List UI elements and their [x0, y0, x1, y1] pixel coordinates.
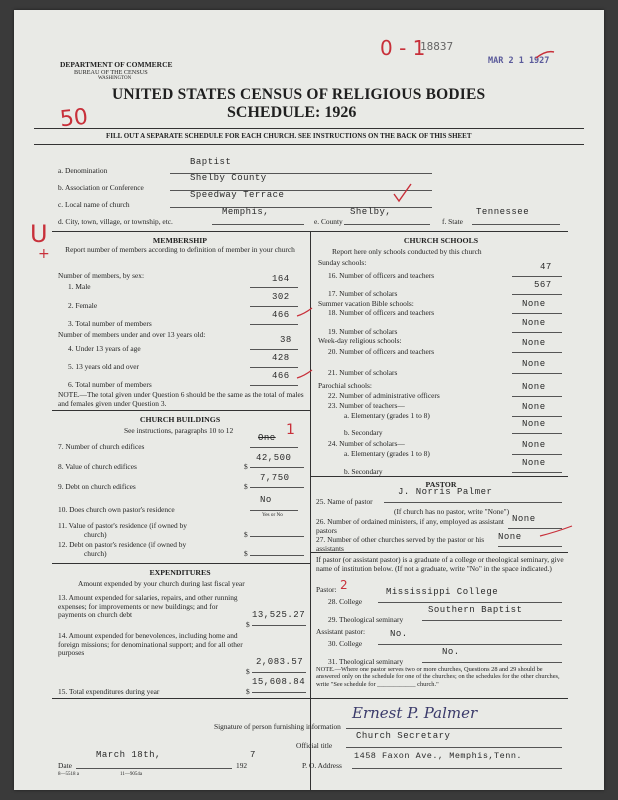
city-value: Memphis,: [222, 207, 270, 217]
by-sex-label: Number of members, by sex:: [58, 271, 144, 280]
q27-label: 27. Number of other churches served by the pastor or his assistants: [316, 535, 485, 553]
q10-hint: Yes or No: [262, 512, 283, 518]
q23b-label: b. Secondary: [344, 428, 383, 437]
q23b-value: None: [522, 419, 546, 429]
q17-label: 17. Number of scholars: [328, 289, 398, 298]
q15-label: 15. Total expenditures during year: [58, 687, 160, 696]
signature-handwritten: Ernest P. Palmer: [352, 704, 478, 722]
q1-value: 164: [272, 274, 290, 284]
red-tick-q6: [296, 368, 314, 382]
county-label: e. County: [314, 217, 343, 226]
membership-note: Report number of members according to definition of member in your church: [65, 245, 295, 254]
q8-label: 8. Value of church edifices: [58, 462, 137, 471]
form-title: UNITED STATES CENSUS OF RELIGIOUS BODIES: [112, 86, 486, 103]
q25-value: J. Norris Palmer: [398, 487, 493, 497]
q11-field: [250, 524, 304, 537]
assistant-pastor-label: Assistant pastor:: [316, 627, 366, 636]
q19-label: 19. Number of scholars: [328, 327, 398, 336]
red-annotation-pastor: 2: [340, 578, 348, 592]
q23a-value: None: [522, 402, 546, 412]
po-address-value: 1458 Faxon Ave., Memphis,Tenn.: [354, 751, 523, 761]
red-check-mark-2: [390, 182, 414, 204]
city-label: WASHINGTON: [98, 76, 132, 81]
q24a-label: a. Elementary (grades 1 to 8): [344, 449, 430, 458]
membership-title: MEMBERSHIP: [152, 236, 208, 245]
membership-note-2: NOTE.—The total given under Question 6 should be the same as the total of males and females given under Question 3.: [58, 390, 304, 408]
q26-label: 26. Number of ordained ministers, if any, employed as assistant pastors: [316, 517, 504, 535]
county-value: Shelby,: [350, 207, 392, 217]
q7-label: 7. Number of church edifices: [58, 442, 145, 451]
q31-label: 31. Theological seminary: [328, 657, 404, 666]
association-label: b. Association or Conference: [58, 183, 144, 192]
expenditures-title: EXPENDITURES: [149, 568, 211, 577]
form-number-2: 11—9054a: [120, 772, 143, 777]
red-annotation-top: 0 - 1: [380, 36, 426, 60]
q24-label: 24. Number of scholars—: [328, 439, 405, 448]
city-label-field: d. City, town, village, or township, etc.: [58, 217, 173, 226]
buildings-sub: See instructions, paragraphs 10 to 12: [124, 426, 234, 435]
q24a-value: None: [522, 440, 546, 450]
q11-dollar: $: [244, 530, 248, 539]
q19-value: None: [522, 318, 546, 328]
q9-value: 7,750: [260, 473, 290, 483]
census-schedule-sheet: [14, 10, 604, 790]
q13-value: 13,525.27: [252, 610, 306, 620]
q18-label: 18. Number of officers and teachers: [328, 308, 435, 317]
q6-value: 466: [272, 371, 290, 381]
q8-value: 42,500: [256, 453, 292, 463]
q9-label: 9. Debt on church edifices: [58, 482, 136, 491]
parochial-label: Parochial schools:: [318, 381, 372, 390]
official-title-value: Church Secretary: [356, 731, 451, 741]
q12-field: [250, 543, 304, 556]
q4-value: 38: [280, 335, 292, 345]
q8-dollar: $: [244, 462, 248, 471]
q16-field: [512, 264, 562, 277]
q29-label: 29. Theological seminary: [328, 615, 404, 624]
q6-label: 6. Total number of members: [68, 380, 152, 389]
q30-label: 30. College: [328, 639, 363, 648]
q13-label: 13. Amount expended for salaries, repairs, and other running expenses; for improvements or new buildings; and for payments on church debt: [58, 593, 238, 620]
q5-value: 428: [272, 353, 290, 363]
signature-label: Signature of person furnishing information: [214, 722, 341, 731]
q3-label: 3. Total number of members: [68, 319, 152, 328]
schedule-number: 18837: [420, 40, 454, 53]
q14-value: 2,083.57: [256, 657, 304, 667]
red-check-mark: [534, 48, 556, 64]
age-header: Number of members under and over 13 years old:: [58, 330, 206, 339]
q12-label: 12. Debt on pastor's residence (if owned by: [58, 540, 187, 549]
q14-dollar: $: [246, 667, 250, 676]
q12-dollar: $: [244, 549, 248, 558]
q22-value: None: [522, 382, 546, 392]
pastor-title: PASTOR: [425, 480, 457, 489]
po-address-label: P. O. Address: [302, 761, 342, 770]
schools-sub: Report here only schools conducted by this church: [332, 247, 482, 256]
q10-label: 10. Does church own pastor's residence: [58, 505, 175, 514]
state-label: f. State: [442, 217, 463, 226]
graduate-note: If pastor (or assistant pastor) is a graduate of a college or theological seminary, give name of institution below. (If not a graduate, write "No" in the space indicated.): [316, 555, 564, 573]
red-tick-q27: [538, 524, 574, 540]
q24b-label: b. Secondary: [344, 467, 383, 476]
q10-field: [250, 498, 298, 511]
q12-label-2: church): [84, 549, 107, 558]
q11-label-2: church): [84, 530, 107, 539]
state-value: Tennessee: [476, 207, 530, 217]
q1-label: 1. Male: [68, 282, 91, 291]
q15-dollar: $: [246, 687, 250, 696]
schools-title: CHURCH SCHOOLS: [403, 236, 479, 245]
date-label: Date: [58, 761, 72, 770]
q21-value: None: [522, 359, 546, 369]
q29-value: Southern Baptist: [428, 605, 523, 615]
q25-note: (If church has no pastor, write "None"): [394, 507, 510, 516]
q22-label: 22. Number of administrative officers: [328, 391, 440, 400]
form-number: 8—5518 a: [58, 772, 79, 777]
q28-label: 28. College: [328, 597, 363, 606]
q30-value: No.: [390, 629, 408, 639]
red-annotation-u: U: [30, 220, 48, 248]
q16-value: 47: [540, 262, 552, 272]
q2-label: 2. Female: [68, 301, 98, 310]
q31-value: No.: [442, 647, 460, 657]
local-name-label: c. Local name of church: [58, 200, 130, 209]
denomination-value: Baptist: [190, 157, 232, 167]
q9-dollar: $: [244, 482, 248, 491]
q23a-label: a. Elementary (grades 1 to 8): [344, 411, 430, 420]
dept-label: DEPARTMENT OF COMMERCE: [60, 60, 173, 69]
red-tick-q3: [296, 306, 314, 320]
q4-label: 4. Under 13 years of age: [68, 344, 141, 353]
q26-value: None: [512, 514, 536, 524]
red-annotation-q7: 1: [286, 422, 295, 438]
date-year-prefix: 192: [236, 761, 248, 770]
association-value: Shelby County: [190, 173, 267, 183]
schedule-title: SCHEDULE: 1926: [227, 104, 357, 121]
q5-label: 5. 13 years old and over: [68, 362, 140, 371]
summer-label: Summer vacation Bible schools:: [318, 299, 414, 308]
q17-value: 567: [534, 280, 552, 290]
pastor-note: NOTE.—Where one pastor serves two or more churches, Questions 28 and 29 should be answered only on the schedule for one of the churches; on the schedules for the other churches, write "See schedule for ____________ church.": [316, 666, 560, 688]
date-value: March 18th,: [96, 750, 161, 760]
date-year-digit: 7: [250, 750, 256, 760]
q27-value: None: [498, 532, 522, 542]
q23-label: 23. Number of teachers—: [328, 401, 405, 410]
q20-label: 20. Number of officers and teachers: [328, 347, 435, 356]
q21-label: 21. Number of scholars: [328, 368, 398, 377]
q10-value: No: [260, 495, 272, 505]
official-title-label: Official title: [296, 741, 333, 750]
pastor-sub-label: Pastor:: [316, 585, 337, 594]
sunday-label: Sunday schools:: [318, 258, 367, 267]
q24b-value: None: [522, 458, 546, 468]
red-annotation-50: 50: [58, 104, 90, 133]
q25-label: 25. Name of pastor: [316, 497, 373, 506]
q13-dollar: $: [246, 620, 250, 629]
red-annotation-plus: +: [38, 246, 50, 262]
q14-label: 14. Amount expended for benevolences, including home and foreign missions; for denominational support; and for all other purposes: [58, 631, 243, 658]
q28-value: Mississippi College: [386, 587, 499, 597]
q11-label: 11. Value of pastor's residence (if owned by: [58, 521, 187, 530]
q3-value: 466: [272, 310, 290, 320]
q15-value: 15,608.84: [252, 677, 306, 687]
bureau-label: BUREAU OF THE CENSUS: [74, 69, 148, 76]
received-stamp: MAR 2 1 1927: [488, 56, 550, 66]
q16-label: 16. Number of officers and teachers: [328, 271, 435, 280]
denomination-label: a. Denomination: [58, 166, 108, 175]
expenditures-sub: Amount expended by your church during last fiscal year: [78, 579, 245, 588]
instructions-banner: FILL OUT A SEPARATE SCHEDULE FOR EACH CHURCH. SEE INSTRUCTIONS ON THE BACK OF THIS SHEET: [106, 132, 472, 140]
q2-value: 302: [272, 292, 290, 302]
q20-value: None: [522, 338, 546, 348]
buildings-title: CHURCH BUILDINGS: [139, 415, 221, 424]
local-name-value: Speedway Terrace: [190, 190, 285, 200]
weekday-label: Week-day religious schools:: [318, 336, 402, 345]
q7-value: One: [258, 433, 276, 443]
q18-value: None: [522, 299, 546, 309]
